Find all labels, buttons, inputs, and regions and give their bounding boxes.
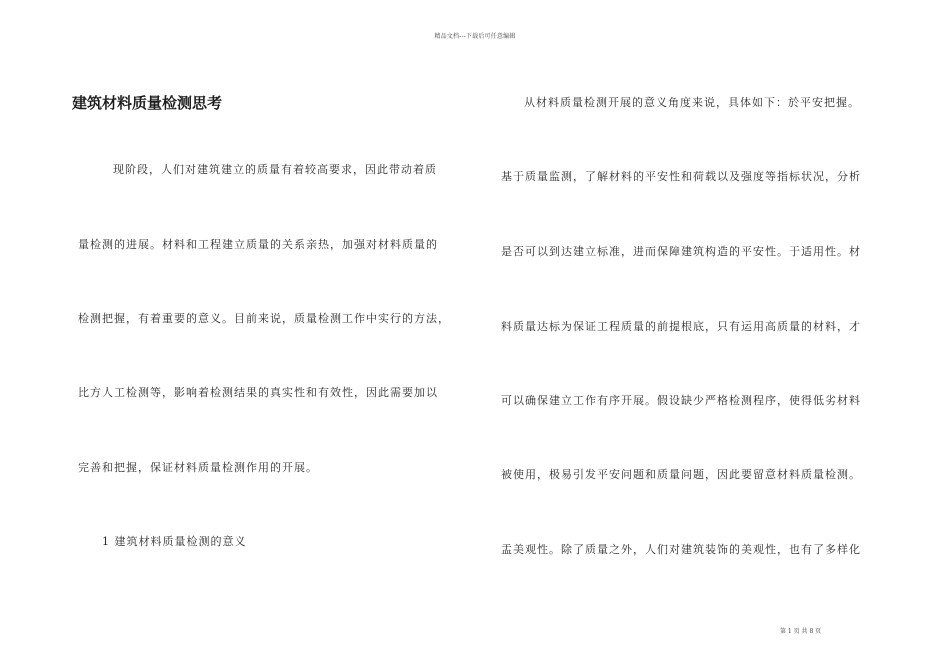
paragraph-line: 检测把握，有着重要的意义。目前来说，质量检测工作中实行的方法， [78,312,450,325]
page-header-note: 精品文档---下载后可任意编辑 [434,33,516,40]
paragraph-line: 从材料质量检测开展的意义角度来说，具体如下：於平安把握。 [524,96,860,109]
section-heading: 1 建筑材料质量检测的意义 [102,535,247,548]
paragraph-line: 比方人工检测等，影响着检测结果的真实性和有效性，因此需要加以 [78,386,438,399]
paragraph-line: 完善和把握，保证材料质量检测作用的开展。 [78,461,318,474]
paragraph-line: 被使用，极易引发平安问题和质量问题，因此要留意材料质量检测。 [501,468,861,481]
paragraph-line: 盂美观性。除了质量之外，人们对建筑装饰的美观性，也有了多样化 [501,543,861,556]
paragraph-line: 基于质量监测，了解材料的平安性和荷载以及强度等指标状况，分析 [501,170,861,183]
paragraph-line: 量检测的进展。材料和工程建立质量的关系亲热，加强对材料质量的 [78,238,438,251]
paragraph-line: 可以确保建立工作有序开展。假设缺少严格检测程序，使得低劣材料 [501,394,861,407]
paragraph-line: 现阶段，人们对建筑建立的质量有着较高要求，因此带动着质 [113,163,437,176]
paragraph-line: 是否可以到达建立标准，进而保障建筑构造的平安性。于适用性。材 [501,245,861,258]
page-number: 第 1 页 共 8 页 [780,628,822,635]
paragraph-line: 料质量达标为保证工程质量的前提根底，只有运用高质量的材料，才 [501,320,861,333]
document-title: 建筑材料质量检测思考 [72,94,223,112]
